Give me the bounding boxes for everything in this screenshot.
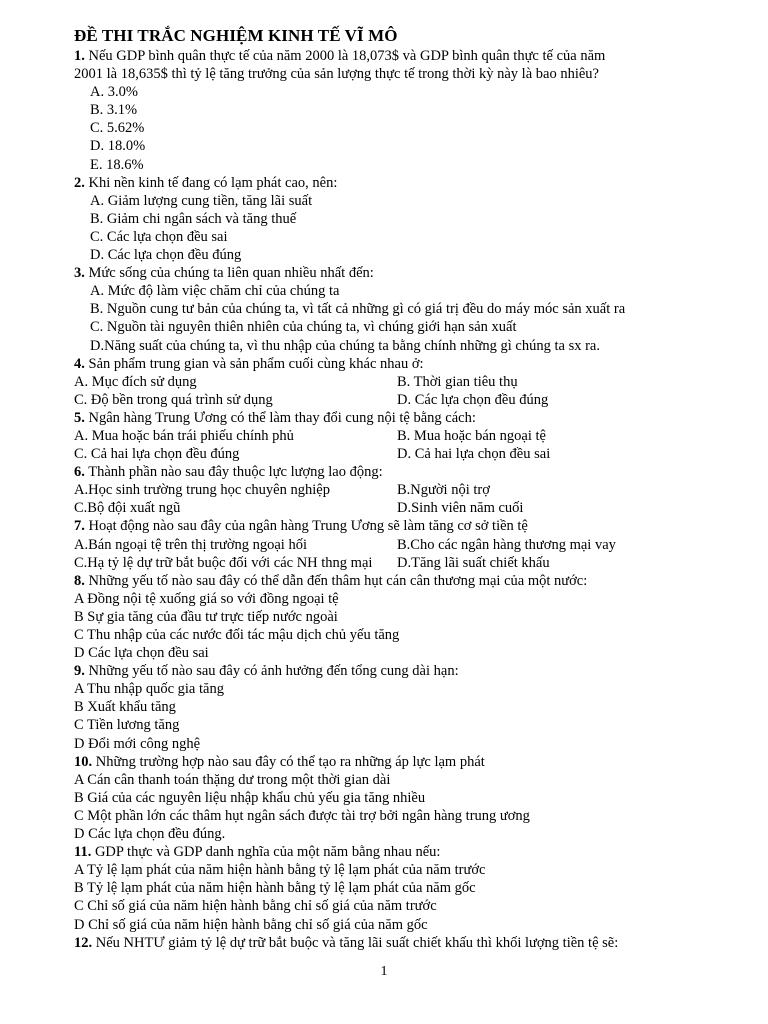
question-number: 4.: [74, 355, 85, 372]
answer-option: B.Người nội trợ: [397, 482, 490, 499]
answer-option: B Giá của các nguyên liệu nhập khẩu chủ yếu gia tăng nhiều: [74, 789, 426, 806]
answer-option: C. Các lựa chọn đều sai: [90, 228, 228, 245]
question-number: 3.: [74, 265, 85, 282]
question-text: [74, 843, 734, 861]
answer-option: A. Mức độ làm việc chăm chỉ của chúng ta: [90, 283, 340, 300]
question-stem: Ngân hàng Trung Ương có thể làm thay đổi cung nội tệ bằng cách:: [88, 409, 476, 426]
question-number: 7.: [74, 518, 85, 535]
answer-option: C Một phần lớn các thâm hụt ngân sách được tài trợ bởi ngân hàng trung ương: [74, 807, 530, 824]
answer-option: B. Mua hoặc bán ngoại tệ: [397, 427, 546, 444]
question-stem: Mức sống của chúng ta liên quan nhiều nhất đến:: [88, 265, 374, 282]
question-number: 5.: [74, 409, 85, 426]
question-text: [74, 355, 734, 373]
answer-option: D.Tăng lãi suất chiết khấu: [397, 554, 550, 571]
answer-option: A Đồng nội tệ xuống giá so với đồng ngoại tệ: [74, 590, 339, 607]
answer-option: B. 3.1%: [90, 102, 138, 119]
question-text: [74, 572, 734, 590]
question-text: [74, 517, 734, 535]
question-stem: Những yếu tố nào sau đây có thể dẫn đến thâm hụt cán cân thương mại của một nước:: [88, 572, 588, 589]
question-stem: Khi nền kinh tế đang có lạm phát cao, nên:: [88, 174, 338, 191]
question-stem: Những yếu tố nào sau đây có ảnh hưởng đến tổng cung dài hạn:: [88, 663, 459, 680]
answer-option: C.Bộ đội xuất ngũ: [74, 500, 181, 517]
answer-option: A. Mục đích sử dụng: [74, 373, 197, 390]
question-number: 1.: [74, 48, 85, 64]
question-block: [74, 47, 734, 174]
option-row: [74, 373, 734, 391]
answer-option: D. Cả hai lựa chọn đều sai: [397, 446, 551, 463]
question-block: [74, 174, 734, 264]
question-stem: Sản phẩm trung gian và sản phẩm cuối cùng khác nhau ở:: [88, 355, 424, 372]
question-text: [74, 463, 734, 481]
question-stem: 2001 là 18,635$ thì tỷ lệ tăng trưởng của sản lượng thực tế trong thời kỳ này là bao nhiêu?: [74, 66, 599, 83]
option-row: [74, 445, 734, 463]
answer-option: A.Bán ngoại tệ trên thị trường ngoại hối: [74, 536, 307, 553]
option-row: [74, 481, 734, 499]
answer-option: C. 5.62%: [90, 120, 145, 137]
option-row: [74, 554, 734, 572]
question-block: [74, 662, 734, 752]
answer-option: D. 18.0%: [90, 138, 146, 155]
answer-option: C.Hạ tỷ lệ dự trữ bắt buộc đối với các NH thng mại: [74, 554, 373, 571]
answer-option: D.Năng suất của chúng ta, vì thu nhập của chúng ta bằng chính những gì chúng ta sx ra.: [90, 337, 600, 354]
answer-option: A. 3.0%: [90, 84, 138, 101]
question-stem: GDP thực và GDP danh nghĩa của một năm bằng nhau nếu:: [94, 844, 441, 861]
answer-option: B. Nguồn cung tư bản của chúng ta, vì tất cả những gì có giá trị đều do máy móc sản xuất ra: [90, 301, 626, 318]
question-block: [74, 355, 734, 409]
question-block: [74, 934, 734, 952]
question-stem: Thành phần nào sau đây thuộc lực lượng lao động:: [88, 464, 383, 481]
answer-option: B Tỷ lệ lạm phát của năm hiện hành bằng tỷ lệ lạm phát của năm gốc: [74, 880, 476, 897]
question-text: [74, 264, 734, 282]
question-stem: Nếu GDP bình quân thực tế của năm 2000 là 18,073$ và GDP bình quân thực tế của năm: [88, 48, 606, 64]
answer-option: A Thu nhập quốc gia tăng: [74, 681, 224, 698]
answer-option: B. Giảm chi ngân sách và tăng thuế: [90, 210, 297, 227]
answer-option: B Xuất khẩu tăng: [74, 699, 176, 716]
page-number: 1: [380, 964, 388, 979]
question-number: 2.: [74, 174, 85, 191]
question-block: [74, 843, 734, 933]
question-block: [74, 517, 734, 571]
answer-option: C. Độ bền trong quá trình sử dụng: [74, 391, 273, 408]
answer-option: D Đổi mới công nghệ: [74, 735, 201, 752]
question-stem: Những trường hợp nào sau đây có thể tạo ra những áp lực lạm phát: [95, 753, 485, 770]
question-list: [74, 47, 734, 952]
answer-option: C Tiền lương tăng: [74, 717, 180, 734]
question-text: [74, 753, 734, 771]
question-number: 6.: [74, 464, 85, 481]
question-number: 12.: [74, 934, 93, 951]
question-block: [74, 264, 734, 354]
question-block: [74, 409, 734, 463]
answer-option: A. Giảm lượng cung tiền, tăng lãi suất: [90, 192, 313, 209]
option-row: [74, 499, 734, 517]
question-stem: Nếu NHTƯ giảm tỷ lệ dự trữ bắt buộc và tăng lãi suất chiết khấu thì khối lượng tiền tệ sẽ:: [95, 934, 619, 951]
answer-option: C. Cả hai lựa chọn đều đúng: [74, 446, 240, 463]
answer-option: B.Cho các ngân hàng thương mại vay: [397, 536, 616, 553]
option-row: [74, 427, 734, 445]
answer-option: C. Nguồn tài nguyên thiên nhiên của chúng ta, vì chúng giới hạn sản xuất: [90, 319, 517, 336]
answer-option: B. Thời gian tiêu thụ: [397, 373, 518, 390]
option-row: [74, 391, 734, 409]
answer-option: A.Học sinh trường trung học chuyên nghiệp: [74, 482, 330, 499]
answer-option: A. Mua hoặc bán trái phiếu chính phủ: [74, 427, 294, 444]
document-title: ĐỀ THI TRẮC NGHIỆM KINH TẾ VĨ MÔ: [74, 26, 398, 45]
question-text: [74, 65, 734, 83]
answer-option: C Thu nhập của các nước đối tác mậu dịch chủ yếu tăng: [74, 627, 400, 643]
question-number: 11.: [74, 844, 92, 861]
answer-option: D. Các lựa chọn đều đúng: [397, 391, 549, 408]
option-row: [74, 536, 734, 554]
question-text: [74, 409, 734, 427]
answer-option: D Các lựa chọn đều đúng.: [74, 826, 226, 843]
answer-option: D Các lựa chọn đều sai: [74, 645, 209, 662]
answer-option: D Chỉ số giá của năm hiện hành bằng chỉ số giá của năm gốc: [74, 916, 428, 933]
question-number: 9.: [74, 663, 85, 680]
answer-option: D. Các lựa chọn đều đúng: [90, 247, 242, 264]
question-stem: Hoạt động nào sau đây của ngân hàng Trung Ương sẽ làm tăng cơ sở tiền tệ: [88, 518, 528, 535]
question-text: [74, 662, 734, 680]
question-text: [74, 47, 734, 65]
answer-option: C Chỉ số giá của năm hiện hành bằng chỉ số giá của năm trước: [74, 898, 437, 915]
answer-option: B Sự gia tăng của đầu tư trực tiếp nước ngoài: [74, 608, 338, 625]
answer-option: A Tỷ lệ lạm phát của năm hiện hành bằng tỷ lệ lạm phát của năm trước: [74, 862, 486, 879]
question-number: 10.: [74, 753, 93, 770]
answer-option: D.Sinh viên năm cuối: [397, 500, 524, 517]
question-text: [74, 934, 734, 952]
question-number: 8.: [74, 572, 85, 589]
answer-option: E. 18.6%: [90, 156, 144, 173]
question-block: [74, 572, 734, 662]
question-block: [74, 753, 734, 843]
answer-option: A Cán cân thanh toán thặng dư trong một thời gian dài: [74, 771, 391, 788]
question-block: [74, 463, 734, 517]
question-text: [74, 174, 734, 192]
